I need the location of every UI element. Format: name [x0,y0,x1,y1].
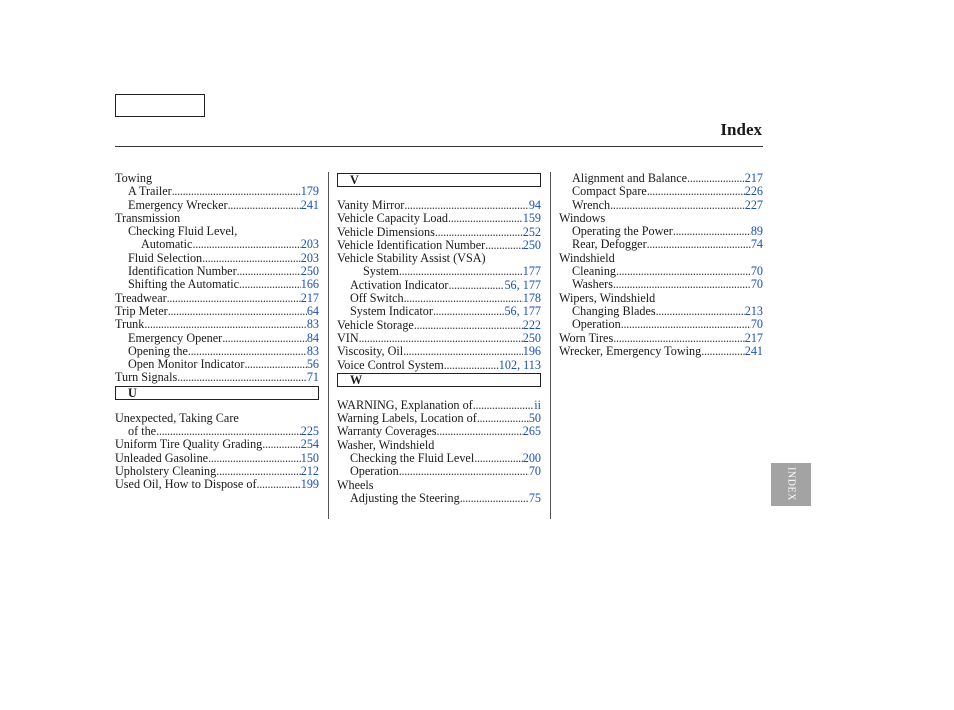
entry-label: Activation Indicator [350,277,449,292]
page-link[interactable]: 250 [522,330,541,345]
section-letter-v: V [337,173,541,187]
page-link[interactable]: 74 [750,237,763,252]
index-entry: System Indicator ..... 56, 177 [337,305,541,318]
entry-label: Viscosity, Oil [337,344,404,359]
dot-leader [448,212,523,225]
index-entry [115,305,319,318]
index-entry [337,439,541,452]
page-link[interactable]: 217 [744,171,763,185]
index-entry [115,185,319,198]
index-entry [337,425,541,438]
entry-label: Treadwear [115,290,167,305]
page-link[interactable]: 70 [750,277,763,292]
index-entry [559,345,763,358]
dot-leader [262,438,300,451]
index-entry [559,238,763,251]
entry-label: Wipers, Windshield [559,290,656,305]
entry-label: Rear, Defogger [572,237,647,252]
dot-leader [399,265,523,278]
index-entry [337,399,541,412]
page-link[interactable]: 250 [300,264,319,279]
index-entry [115,199,319,212]
index-entry [337,479,541,492]
dot-leader [613,332,745,345]
index-entry [115,438,319,451]
page-link[interactable]: 56 [306,357,319,372]
entry-label: Upholstery Cleaning [115,463,217,478]
index-column-3 [559,172,763,358]
dot-leader [404,292,523,305]
entry-label: Operation [572,317,621,332]
dot-leader [359,332,523,345]
index-column-2 [337,172,541,505]
index-entry [337,292,541,305]
page-link[interactable]: 179 [300,184,319,199]
index-entry [115,292,319,305]
index-entry [115,425,319,438]
entry-label: Windshield [559,250,615,265]
page-link[interactable]: 226 [744,184,763,199]
index-entry [115,172,319,185]
entry-label: Emergency Wrecker [128,197,228,212]
index-entry [337,412,541,425]
index-entry [337,226,541,239]
page-link[interactable]: 203 [300,250,319,265]
index-entry [115,478,319,491]
index-entry [337,332,541,345]
dot-leader [647,185,745,198]
index-entry [337,452,541,465]
index-entry [115,371,319,384]
entry-label: Towing [115,171,153,185]
entry-label: Vehicle Storage [337,317,414,332]
page-link[interactable]: 227 [744,197,763,212]
dot-leader [244,358,306,371]
entry-label: Vehicle Stability Assist (VSA) [337,251,486,266]
page-link[interactable]: 177 [522,304,541,319]
entry-label: Emergency Opener [128,330,223,345]
dot-leader [208,452,301,465]
dot-leader [216,465,301,478]
entry-label: Open Monitor Indicator [128,357,245,372]
page-link[interactable]: 150 [300,450,319,465]
dot-leader [616,265,751,278]
page-link[interactable]: 241 [300,197,319,212]
entry-label: Checking Fluid Level, [128,224,238,239]
entry-label: VIN [337,330,359,345]
entry-label: Trip Meter [115,303,168,318]
entry-label: Transmission [115,210,181,225]
dot-leader [687,172,745,185]
dot-leader [610,199,745,212]
section-letter-w: W [337,373,541,387]
index-entry [559,212,763,225]
page-link[interactable]: 71 [306,370,319,385]
entry-label: Vehicle Dimensions [337,224,435,239]
dot-leader [192,238,300,251]
page-link[interactable]: 217 [744,330,763,345]
page-link[interactable]: 94 [528,198,541,212]
entry-label: Washer, Windshield [337,437,435,452]
entry-label: Worn Tires [559,330,614,345]
page-link[interactable]: 70 [528,464,541,479]
dot-leader [437,425,523,438]
page-link[interactable]: 84 [306,330,319,345]
page-link[interactable]: 70 [750,264,763,279]
dot-leader [239,278,301,291]
dot-leader [172,185,301,198]
dot-leader [485,239,522,252]
dot-leader [435,226,523,239]
page-link[interactable]: 75 [528,490,541,505]
page-link[interactable]: 250 [522,237,541,252]
entry-label: WARNING, Explanation of [337,397,473,412]
dot-leader [621,318,751,331]
page-link[interactable]: 178 [522,291,541,306]
index-entry [115,452,319,465]
entry-label: Checking the Fluid Level [350,451,475,466]
page-link[interactable]: 177 [522,264,541,279]
entry-label: Adjusting the Steering [350,490,460,505]
entry-label: System [363,264,399,279]
index-entry [115,225,319,238]
dot-leader [404,199,528,212]
index-entry [115,412,319,425]
entry-label: Washers [572,277,613,292]
dot-leader [448,279,504,292]
dot-leader [433,305,505,318]
entry-label: Shifting the Automatic [128,277,240,292]
page-link[interactable]: 199 [300,477,319,492]
entry-label: Vanity Mirror [337,198,405,212]
dot-leader [228,199,301,212]
dot-leader [444,359,499,372]
index-entry [115,278,319,291]
index-entry [115,318,319,331]
index-entry [559,225,763,238]
entry-label: A Trailer [128,184,172,199]
index-entry [115,265,319,278]
entry-label: Off Switch [350,291,404,306]
index-entry [559,318,763,331]
page-link[interactable]: 89 [750,224,763,239]
side-tab-label: INDEX [785,466,797,502]
page-link[interactable]: 217 [300,290,319,305]
page-link[interactable]: 83 [306,343,319,358]
entry-label: Opening the [128,343,188,358]
page-link[interactable]: 64 [306,303,319,318]
index-entry [559,265,763,278]
index-entry [559,292,763,305]
dot-leader [647,238,751,251]
entry-label: Trunk [115,317,145,332]
entry-label: Automatic [141,237,193,252]
index-column-1 [115,172,319,492]
entry-label: Vehicle Capacity Load [337,211,448,226]
page-link[interactable]: 200 [522,451,541,466]
entry-label: Fluid Selection [128,250,203,265]
dot-leader [202,252,301,265]
entry-label: Identification Number [128,264,237,279]
entry-label: Cleaning [572,264,617,279]
page-link[interactable]: ii [534,397,541,412]
index-entry [337,212,541,225]
dot-leader [167,292,301,305]
index-entry [337,239,541,252]
header-blank-box [115,94,205,117]
dot-leader [477,412,529,425]
dot-leader [403,345,523,358]
entry-label: Operating the Power [572,224,673,239]
page-link[interactable]: 222 [522,317,541,332]
column-divider [328,172,329,519]
page-link[interactable]: 254 [300,437,319,452]
entry-label: Operation [350,464,399,479]
dot-leader [237,265,301,278]
index-entry [337,465,541,478]
page-link[interactable]: 265 [522,424,541,439]
page-link[interactable]: 56 [504,304,517,319]
page-link[interactable]: 252 [522,224,541,239]
dot-leader [222,332,307,345]
entry-label: Wrecker, Emergency Towing [559,343,702,358]
section-letter-u: U [115,386,319,400]
dot-leader [474,452,522,465]
page-link[interactable]: 196 [522,344,541,359]
index-entry [115,238,319,251]
dot-leader [399,465,529,478]
index-entry [559,172,763,185]
dot-leader [414,319,523,332]
page-link[interactable]: 83 [306,317,319,332]
index-entry [559,199,763,212]
index-entry [337,252,541,265]
dot-leader [144,318,306,331]
page-link[interactable]: 177 [522,277,541,292]
page-link[interactable]: 225 [300,424,319,439]
dot-leader [656,305,745,318]
index-entry [559,252,763,265]
dot-leader [673,225,751,238]
page-link[interactable]: 203 [300,237,319,252]
dot-leader [156,425,301,438]
index-entry [559,185,763,198]
entry-label: Compact Spare [572,184,647,199]
header-rule [115,146,763,147]
index-entry [115,345,319,358]
entry-label: Changing Blades [572,303,656,318]
index-entry [337,492,541,505]
page-title: Index [720,120,762,139]
page-link[interactable]: 159 [522,211,541,226]
entry-label: of the [128,424,157,439]
page-link[interactable]: 50 [528,411,541,426]
page-link[interactable]: 166 [300,277,319,292]
entry-label: Vehicle Identification Number [337,237,486,252]
index-entry [115,465,319,478]
entry-label: Unexpected, Taking Care [115,410,239,425]
entry-label: Wrench [572,197,611,212]
index-entry [337,265,541,278]
index-entry [337,345,541,358]
page-link[interactable]: 113 [523,357,541,372]
index-entry [115,212,319,225]
index-entry [115,358,319,371]
index-entry [559,305,763,318]
entry-label: Turn Signals [115,370,178,385]
page-link[interactable]: 56 [504,277,517,292]
entry-label: Warranty Coverages [337,424,437,439]
entry-label: System Indicator [350,304,433,319]
index-entry [559,278,763,291]
page-link[interactable]: 70 [750,317,763,332]
entry-label: Windows [559,210,606,225]
page-link[interactable]: 213 [744,303,763,318]
index-entry [115,332,319,345]
dot-leader [473,399,534,412]
index-side-tab[interactable] [771,463,811,506]
entry-label: Warning Labels, Location of [337,411,477,426]
index-entry [559,332,763,345]
column-divider [550,172,551,519]
dot-leader [701,345,744,358]
index-entry: Voice Control System ..... 102, 113 [337,359,541,372]
dot-leader [177,371,307,384]
dot-leader [460,492,529,505]
dot-leader [168,305,307,318]
page-link[interactable]: 241 [744,343,763,358]
index-entry [115,252,319,265]
dot-leader [613,278,751,291]
entry-label: Voice Control System [337,357,444,372]
page-link[interactable]: 102 [498,357,518,372]
index-entry [337,319,541,332]
entry-label: Wheels [337,477,374,492]
dot-leader [188,345,307,358]
index-entry [337,199,541,212]
dot-leader [257,478,301,491]
entry-label: Used Oil, How to Dispose of [115,477,257,492]
entry-label: Unleaded Gasoline [115,450,209,465]
page-link[interactable]: 212 [300,463,319,478]
index-entry: Activation Indicator ..... 56, 177 [337,279,541,292]
entry-label: Uniform Tire Quality Grading [115,437,263,452]
entry-label: Alignment and Balance [572,171,688,185]
